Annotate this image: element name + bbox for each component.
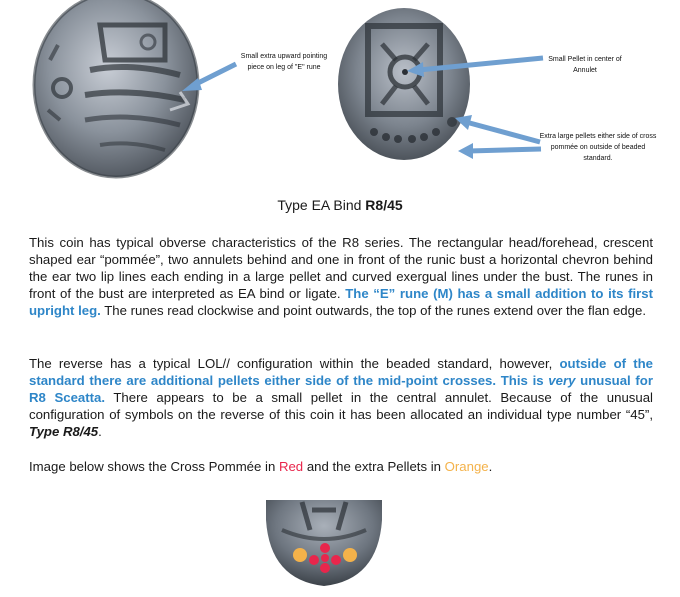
- reverse-highlight-b: unusual for R8 Sceatta.: [29, 373, 653, 405]
- coin-detail-image: [262, 500, 386, 597]
- caption-text: Image below shows the Cross Pommée in: [29, 459, 279, 474]
- obverse-text-end: The runes read clockwise and point outwards, the top of the runes extend over the flan edge.: [100, 303, 646, 318]
- annotation-pellet-center: Small Pellet in center of Annulet: [548, 56, 622, 74]
- caption-paragraph: [29, 458, 653, 475]
- type-title-code: R8/45: [365, 197, 403, 213]
- annotation-extra-pellets: Extra large pellets either side of cross pommée on outside of beaded standard.: [539, 133, 657, 162]
- obverse-paragraph: [29, 234, 653, 319]
- caption-middle: and the extra Pellets in: [303, 459, 445, 474]
- type-title: [0, 197, 680, 213]
- reverse-text-end: .: [98, 424, 102, 439]
- annotation-arrow-left: [178, 60, 240, 94]
- annotation-arrow-pellet: [403, 48, 545, 78]
- annotation-arrow-pellets-lower: [455, 141, 543, 161]
- reverse-coin-image: [334, 4, 474, 174]
- reverse-text-b: There appears to be a small pellet in the central annulet. Because of the unusual configuration of symbols on the reverse of this coin it has been allocated an individual type number “45”,: [29, 390, 653, 422]
- reverse-text: The reverse has a typical LOL// configuration within the beaded standard, however,: [29, 356, 560, 371]
- obverse-highlight: The “E” rune (M) has a small addition to its first upright leg.: [29, 286, 653, 318]
- obverse-coin-image: [30, 0, 200, 185]
- caption-end: .: [488, 459, 493, 474]
- reverse-highlight-a: outside of the standard there are additional pellets either side of the mid-point crosses. This is: [29, 356, 653, 388]
- reverse-type-ref: Type R8/45: [29, 424, 99, 439]
- caption-orange-word: Orange: [444, 459, 489, 474]
- annotation-left: Small extra upward pointing piece on leg of "E" rune: [240, 53, 328, 71]
- obverse-text: This coin has typical obverse characteristics of the R8 series. The rectangular head/forehead, crescent shaped ear “pommée”, two annulets behind and one in front of the runic bust a horizontal chevron behind the ear two lip lines each ending in a large pellet and curved exergual lines under the bust. The runes in front of the bust are interpreted as EA bind or ligate.: [29, 235, 653, 301]
- reverse-highlight-very: very: [548, 373, 576, 388]
- caption-red-word: Red: [278, 459, 304, 474]
- type-title-prefix: Type EA Bind: [277, 197, 366, 213]
- reverse-paragraph: [29, 355, 653, 440]
